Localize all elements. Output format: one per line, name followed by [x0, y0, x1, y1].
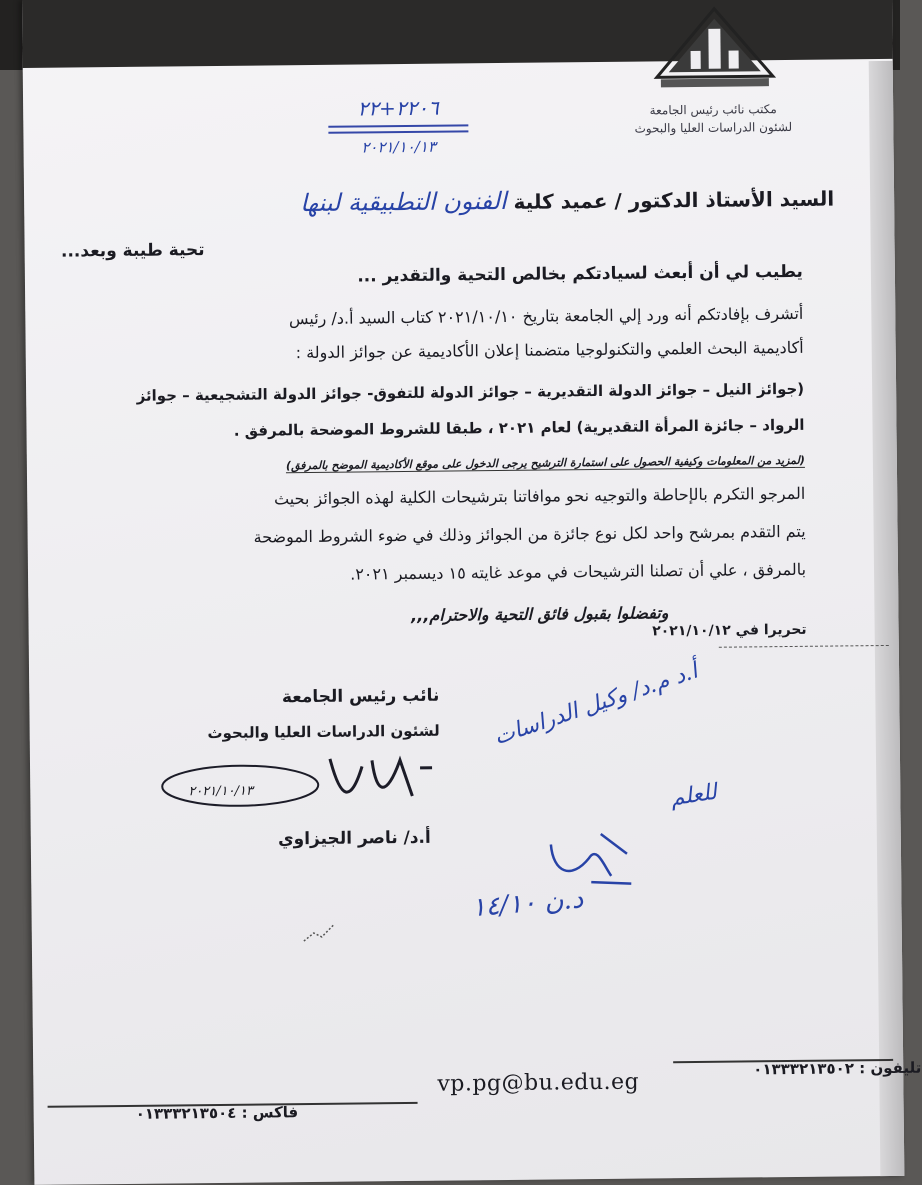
- more-info-note: (لمزيد من المعلومات وكيفية الحصول على استمارة الترشيح يرجى الدخول على موقع الأكاديمية الموضح بالمرفق): [285, 453, 805, 473]
- reference-date: ٢٠٢١/١٠/١٣: [361, 137, 436, 157]
- signatory-title-1: نائب رئيس الجامعة: [281, 685, 440, 708]
- office-line-2: لشئون الدراسات العليا والبحوث: [634, 119, 793, 136]
- letter-page: [22, 0, 922, 1185]
- footer-phone: تليفون : ٠١٣٣٣٢١٣٥٠٢: [753, 1058, 922, 1079]
- signature-date-handwritten: ٢٠٢١/١٠/١٣: [188, 783, 254, 800]
- handwritten-annotation: [469, 658, 802, 955]
- annotation-line-2: للعلم: [668, 779, 719, 812]
- reference-underline-2: [328, 130, 468, 133]
- paragraph-2-line-2: الرواد – جائزة المرأة التقديرية) لعام ٢٠٢١ ، طبقا للشروط الموضحة بالمرفق .: [233, 415, 805, 440]
- paragraph-3-line-3: بالمرفق ، علي أن تصلنا الترشيحات في موعد غايته ١٥ ديسمبر ٢٠٢١.: [350, 559, 807, 584]
- office-line-1: مكتب نائب رئيس الجامعة: [649, 102, 777, 118]
- addressee: [194, 184, 834, 219]
- stacked-pages-edge: [869, 61, 905, 1176]
- paragraph-1-line-2: أكاديمية البحث العلمي والتكنولوجيا متضمنا إعلان الأكاديمية عن جوائز الدولة :: [295, 337, 804, 363]
- university-logo: [650, 4, 779, 91]
- paragraph-3-line-2: يتم التقدم بمرشح واحد لكل نوع جائزة من الجوائز وذلك في ضوء الشروط الموضحة: [253, 521, 806, 547]
- addressee-printed: السيد الأستاذ الدكتور / عميد كلية: [513, 186, 835, 214]
- footer-email: vp.pg@bu.edu.eg: [437, 1069, 640, 1097]
- addressee-handwritten: الفنون التطبيقية لبنها: [300, 186, 507, 218]
- issuing-office: [623, 100, 803, 138]
- paragraph-3-line-1: المرجو التكرم بالإحاطة والتوجيه نحو موافاتنا بترشيحات الكلية لهذه الجوائز بحيث: [273, 483, 806, 509]
- annotation-initials-scribble: [531, 823, 652, 894]
- signatory-name: أ.د/ ناصر الجيزاوي: [277, 827, 431, 850]
- paragraph-1-line-1: أتشرف بإفادتكم أنه ورد إلي الجامعة بتاريخ ٢٠٢١/١٠/١٠ كتاب السيد أ.د/ رئيس: [288, 303, 804, 329]
- reference-number: ٢٢٠٦+٢٢: [357, 95, 439, 121]
- ink-speck: [300, 919, 340, 949]
- signatory-title-2: لشئون الدراسات العليا والبحوث: [207, 721, 440, 743]
- annotation-line-1: أ.د م.د/ وكيل الدراسات: [490, 658, 701, 751]
- paragraph-2-line-1: (جوائز النيل – جوائز الدولة التقديرية – جوائز الدولة للتفوق- جوائز الدولة التشجيعية – جوائز: [136, 379, 805, 405]
- reference-underline: [328, 124, 468, 127]
- annotation-line-3: د.ن ١٤/١٠: [470, 884, 585, 924]
- dated-line: تحريرا في ٢٠٢١/١٠/١٢: [652, 621, 807, 640]
- signature-scribble: [150, 738, 441, 821]
- opening-line: يطيب لي أن أبعث لسيادتكم بخالص التحية والتقدير ...: [357, 261, 803, 287]
- dated-underline: [719, 645, 889, 648]
- closing-line: وتفضلوا بقبول فائق التحية والاحترام,,,: [411, 603, 669, 625]
- greeting: تحية طيبة وبعد...: [60, 240, 205, 262]
- footer-fax: فاكس : ٠١٣٣٣٢١٣٥٠٤: [135, 1103, 299, 1123]
